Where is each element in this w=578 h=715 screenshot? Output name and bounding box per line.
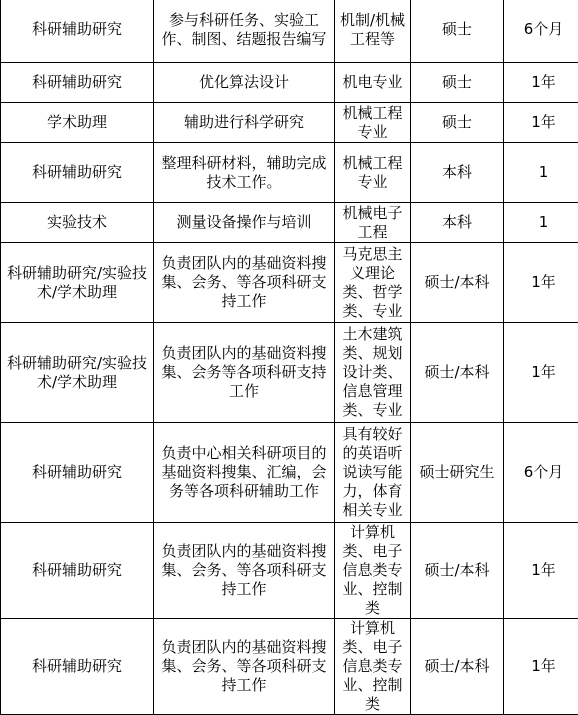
position-cell: 科研辅助研究 xyxy=(1,143,154,203)
position-cell: 科研辅助研究/实验技术/学术助理 xyxy=(1,243,154,323)
duties-cell: 优化算法设计 xyxy=(154,63,335,103)
position-cell: 科研辅助研究 xyxy=(1,619,154,715)
table-row xyxy=(1,323,578,423)
major-cell: 机械电子工程 xyxy=(335,203,411,243)
duration-cell: 1年 xyxy=(504,323,578,423)
duration-cell: 1 xyxy=(504,143,578,203)
table-row xyxy=(1,423,578,523)
duties-cell: 测量设备操作与培训 xyxy=(154,203,335,243)
table-row xyxy=(1,619,578,715)
degree-cell: 硕士/本科 xyxy=(411,619,504,715)
position-cell: 科研辅助研究/实验技术/学术助理 xyxy=(1,323,154,423)
degree-cell: 硕士/本科 xyxy=(411,523,504,619)
position-cell: 实验技术 xyxy=(1,203,154,243)
table-row xyxy=(1,143,578,203)
duties-cell: 负责团队内的基础资料搜集、会务等各项科研支持工作 xyxy=(154,323,335,423)
position-cell: 科研辅助研究 xyxy=(1,423,154,523)
duties-cell: 整理科研材料，辅助完成技术工作。 xyxy=(154,143,335,203)
duration-cell: 1年 xyxy=(504,619,578,715)
duration-cell: 1年 xyxy=(504,523,578,619)
duration-cell: 1年 xyxy=(504,243,578,323)
duration-cell: 6个月 xyxy=(504,0,578,63)
major-cell: 机制/机械工程等 xyxy=(335,0,411,63)
major-cell: 机电专业 xyxy=(335,63,411,103)
duties-cell: 负责团队内的基础资料搜集、会务、等各项科研支持工作 xyxy=(154,523,335,619)
degree-cell: 硕士 xyxy=(411,63,504,103)
major-cell: 机械工程专业 xyxy=(335,143,411,203)
table-row xyxy=(1,103,578,143)
major-cell: 具有较好的英语听说读写能力，体育相关专业 xyxy=(335,423,411,523)
duties-cell: 负责中心相关科研项目的基础资料搜集、汇编，会务等各项科研辅助工作 xyxy=(154,423,335,523)
duration-cell: 1年 xyxy=(504,63,578,103)
table-row xyxy=(1,243,578,323)
duties-cell: 负责团队内的基础资料搜集、会务、等各项科研支持工作 xyxy=(154,243,335,323)
duration-cell: 1年 xyxy=(504,103,578,143)
major-cell: 马克思主义理论类、哲学类、专业 xyxy=(335,243,411,323)
position-cell: 学术助理 xyxy=(1,103,154,143)
table-row xyxy=(1,63,578,103)
duration-cell: 6个月 xyxy=(504,423,578,523)
table-row xyxy=(1,203,578,243)
degree-cell: 硕士研究生 xyxy=(411,423,504,523)
table-row xyxy=(1,0,578,63)
duties-cell: 参与科研任务、实验工作、制图、结题报告编写 xyxy=(154,0,335,63)
degree-cell: 本科 xyxy=(411,143,504,203)
degree-cell: 本科 xyxy=(411,203,504,243)
degree-cell: 硕士/本科 xyxy=(411,243,504,323)
major-cell: 计算机类、电子信息类专业、控制类 xyxy=(335,619,411,715)
duration-cell: 1 xyxy=(504,203,578,243)
major-cell: 机械工程专业 xyxy=(335,103,411,143)
position-cell: 科研辅助研究 xyxy=(1,63,154,103)
table-row xyxy=(1,523,578,619)
major-cell: 土木建筑类、规划设计类、信息管理类、专业 xyxy=(335,323,411,423)
duties-cell: 辅助进行科学研究 xyxy=(154,103,335,143)
degree-cell: 硕士/本科 xyxy=(411,323,504,423)
degree-cell: 硕士 xyxy=(411,0,504,63)
position-cell: 科研辅助研究 xyxy=(1,523,154,619)
duties-cell: 负责团队内的基础资料搜集、会务、等各项科研支持工作 xyxy=(154,619,335,715)
position-cell: 科研辅助研究 xyxy=(1,0,154,63)
degree-cell: 硕士 xyxy=(411,103,504,143)
major-cell: 计算机类、电子信息类专业、控制类 xyxy=(335,523,411,619)
